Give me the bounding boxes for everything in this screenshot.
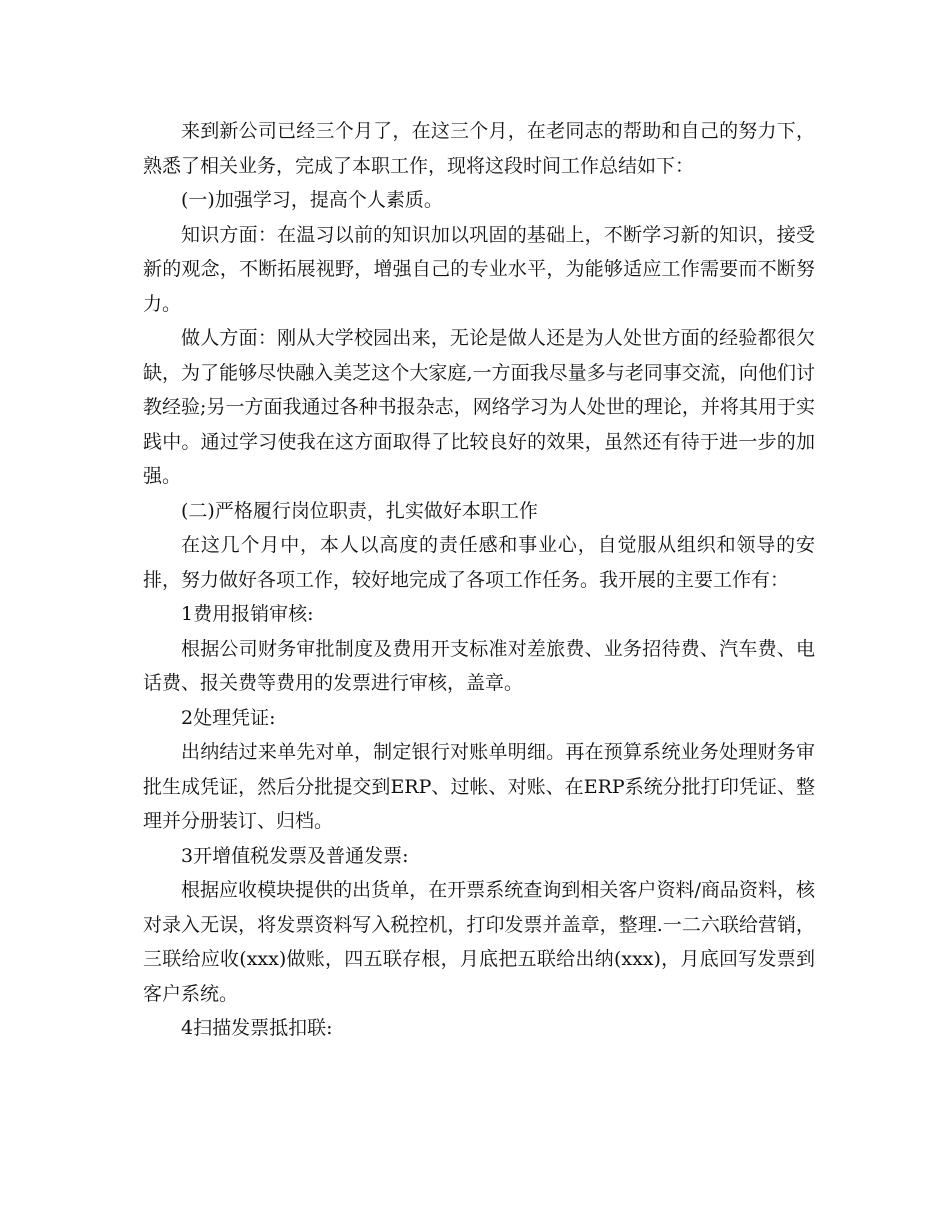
item-heading-vouchers: 2处理凭证:: [181, 706, 276, 729]
invoicing-paragraph: 根据应收模块提供的出货单，在开票系统查询到相关客户资料/商品资料，核对录入无误，将发票资料写入税控机，打印发票并盖章，整理.一二六联给营销，三联给应收(xxx)做账，四五联存根，月底把五联给出纳(xxx)，月底回写发票到客户系统。: [143, 879, 815, 1005]
knowledge-paragraph: 知识方面：在温习以前的知识加以巩固的基础上，不断学习新的知识，接受新的观念，不断拓展视野，增强自己的专业水平，为能够适应工作需要而不断努力。: [143, 223, 815, 315]
item-heading-scan-invoices: 4扫描发票抵扣联:: [181, 1017, 333, 1039]
conduct-paragraph: 做人方面：刚从大学校园出来，无论是做人还是为人处世方面的经验都很欠缺，为了能够尽快融入美芝这个大家庭,一方面我尽量多与老同事交流，向他们讨教经验;另一方面我通过各种书报杂志，网络学习为人处世的理论，并将其用于实践中。通过学习使我在这方面取得了比较良好的效果，虽然还有待于进一步的加强。: [143, 327, 815, 487]
vouchers-paragraph: 出纳结过来单先对单，制定银行对账单明细。再在预算系统业务处理财务审批生成凭证，然后分批提交到ERP、过帐、对账、在ERP系统分批打印凭证、整理并分册装订、归档。: [143, 741, 815, 832]
item-heading-expense-review: 1费用报销审核:: [181, 603, 314, 625]
expense-review-paragraph: 根据公司财务审批制度及费用开支标准对差旅费、业务招待费、汽车费、电话费、报关费等费用的发票进行审核，盖章。: [143, 637, 815, 694]
intro-paragraph: 来到新公司已经三个月了，在这三个月，在老同志的帮助和自己的努力下，熟悉了相关业务，完成了本职工作，现将这段时间工作总结如下：: [143, 120, 815, 177]
item-heading-invoicing: 3开增值税发票及普通发票:: [181, 844, 409, 867]
duties-paragraph: 在这几个月中，本人以高度的责任感和事业心，自觉服从组织和领导的安排，努力做好各项工作，较好地完成了各项工作任务。我开展的主要工作有：: [143, 534, 815, 591]
section-heading-duties: (二)严格履行岗位职责，扎实做好本职工作: [181, 499, 538, 522]
section-heading-study: (一)加强学习，提高个人素质。: [181, 189, 443, 211]
document-body: [143, 114, 815, 1046]
